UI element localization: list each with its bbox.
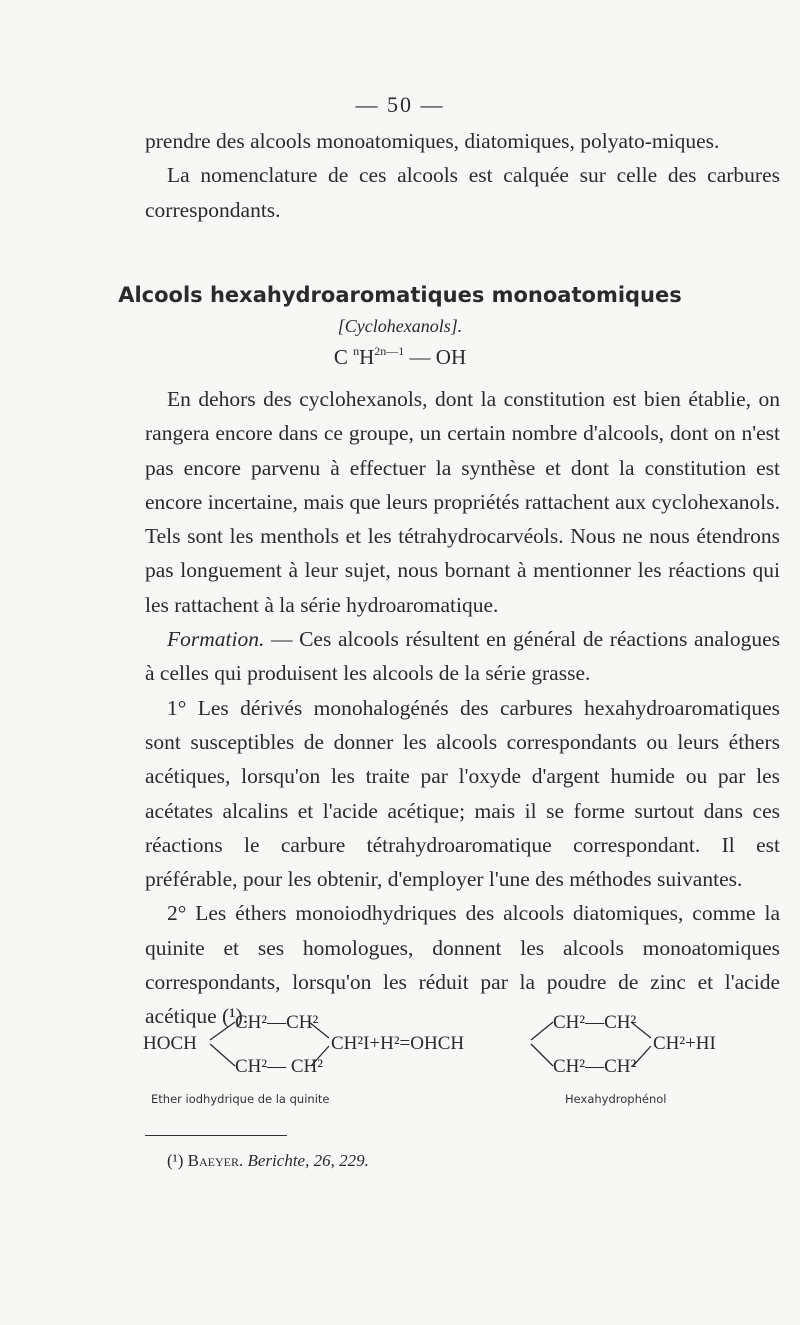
footnote-source: Berichte, — [247, 1151, 310, 1170]
formula-h: H — [359, 345, 375, 369]
intro-text-block — [145, 124, 780, 227]
paragraph-method-2: 2° Les éthers monoiodhydriques des alcools diatomiques, comme la quinite et ses homologues, donnent les alcools monoatomiques correspondants, lorsqu'on les réduit par la poudre de zinc et l'acide acétique (¹). — [145, 901, 780, 1029]
formula-c: C — [333, 345, 348, 369]
reaction-scheme — [143, 1008, 783, 1128]
bond-line — [531, 1044, 553, 1066]
footnote-marker: (¹) — [167, 1151, 184, 1170]
caption-right: Hexahydrophénol — [565, 1092, 667, 1106]
footnote-rule — [145, 1135, 287, 1136]
reaction-top-right: CH²—CH² — [553, 1012, 637, 1033]
paragraph-nomenclature: La nomenclature de ces alcools est calquée sur celle des carbures correspondants. — [145, 163, 780, 222]
paragraph-formation — [145, 622, 780, 691]
paragraph-cyclohexanols: En dehors des cyclohexanols, dont la constitution est bien établie, on rangera encore dans ce groupe, un certain nombre d'alcools, dont on n'est pas encore parvenu à effectuer la synthèse et dont la constitution est encore incertaine, mais que leurs propriétés rattachent aux cyclohexanols. Tels sont les menthols et les tétrahydrocarvéols. Nous ne nous étendrons pas longuement à leur sujet, nous bornant à mentionner les réactions qui les rattachent à la série hydroaromatique. — [145, 387, 780, 617]
main-text-block — [145, 382, 780, 1034]
paragraph-intro: prendre des alcools monoatomiques, diatomiques, polyato-miques. — [145, 129, 720, 153]
reaction-top-left: CH²—CH² — [235, 1012, 319, 1033]
general-formula — [0, 344, 800, 370]
bond-line — [531, 1022, 553, 1040]
formula-exp: 2n—1 — [374, 344, 405, 358]
reaction-diagram — [143, 1008, 783, 1128]
reaction-hoch: HOCH — [143, 1033, 197, 1054]
page-number: — 50 — — [355, 92, 445, 117]
footnote-ref: 26, 229. — [313, 1151, 369, 1170]
formation-text: — Ces alcools résultent en général de réactions analogues à celles qui produisent les alcools de la série grasse. — [145, 627, 780, 686]
paragraph-method-1: 1° Les dérivés monohalogénés des carbures hexahydroaromatiques sont susceptibles de donner les alcools correspondants ou leurs éthers acétiques, lorsqu'on les traite par l'oxyde d'argent humide ou par les acétates alcalins et l'acide acétique; mais il se forme surtout dans ces réactions le carbure tétrahydroaromatique correspondant. Il est préférable, pour les obtenir, d'employer l'une des méthodes suivantes. — [145, 695, 780, 892]
bond-line — [210, 1022, 235, 1040]
footnote — [167, 1151, 369, 1171]
reaction-bottom-right: CH²—CH² — [553, 1056, 637, 1077]
reaction-right-end: CH²+HI — [653, 1033, 716, 1054]
bond-line — [210, 1044, 235, 1066]
formula-n: n — [353, 344, 360, 358]
formation-label: Formation. — [167, 627, 265, 652]
section-heading: Alcools hexahydroaromatiques monoatomiques — [118, 283, 682, 307]
caption-left: Ether iodhydrique de la quinite — [151, 1092, 330, 1106]
reaction-bottom-left: CH²— CH² — [235, 1056, 323, 1077]
footnote-author: Baeyer. — [187, 1151, 244, 1170]
section-subheading: [Cyclohexanols]. — [337, 316, 463, 336]
formula-oh: — OH — [409, 345, 467, 369]
reaction-middle: CH²I+H²=OHCH — [331, 1033, 465, 1054]
